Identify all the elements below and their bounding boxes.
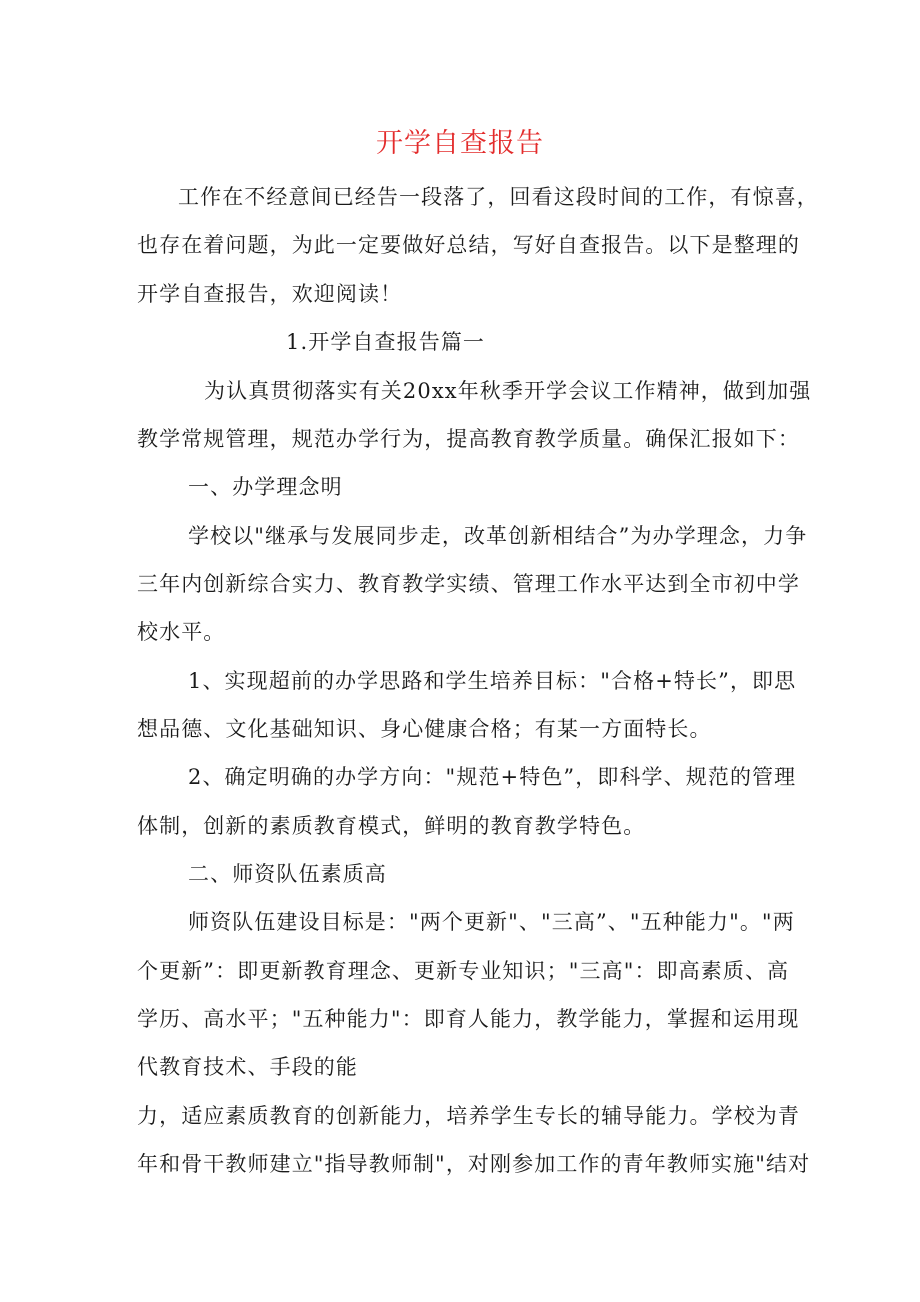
- paragraph-line: 师资队伍建设目标是："两个更新"、"三高”、"五种能力"。"两: [188, 910, 795, 934]
- paragraph-line: 体制，创新的素质教育模式，鲜明的教育教学特色。: [137, 814, 646, 838]
- paragraph-line: 学历、高水平；"五种能力"：即育人能力，教学能力，掌握和运用现: [137, 1007, 800, 1031]
- section-heading: 二、师资队伍素质高: [188, 862, 387, 886]
- paragraph-line: 代教育技术、手段的能: [137, 1055, 358, 1079]
- list-item: 1、实现超前的办学思路和学生培养目标："合格+特长”，即思: [188, 669, 797, 693]
- paragraph-line: 个更新”：即更新教育理念、更新专业知识；"三高"：即高素质、高: [137, 959, 790, 983]
- paragraph-line: 教学常规管理，规范办学行为，提高教育教学质量。确保汇报如下：: [137, 427, 800, 451]
- paragraph-line: 为认真贯彻落实有关20xx年秋季开学会议工作精神，做到加强: [204, 379, 812, 403]
- paragraph-line: 想品德、文化基础知识、身心健康合格；有某一方面特长。: [137, 717, 712, 741]
- paragraph-line: 也存在着问题，为此一定要做好总结，写好自查报告。以下是整理的: [137, 233, 800, 257]
- paragraph-line: 三年内创新综合实力、教育教学实绩、管理工作水平达到全市初中学: [137, 572, 800, 596]
- paragraph-line: 力，适应素质教育的创新能力，培养学生专长的辅导能力。学校为青: [137, 1104, 800, 1128]
- paragraph-line: 工作在不经意间已经告一段落了，回看这段时间的工作，有惊喜，: [178, 185, 819, 209]
- paragraph-line: 开学自查报告，欢迎阅读！: [137, 282, 403, 306]
- paragraph-line: 学校以"继承与发展同步走，改革创新相结合”为办学理念，力争: [188, 524, 808, 548]
- list-item: 2、确定明确的办学方向："规范+特色”，即科学、规范的管理: [188, 765, 797, 789]
- section-heading: 一、办学理念明: [188, 475, 343, 499]
- document-title: 开学自查报告: [376, 128, 544, 159]
- paragraph-line: 校水平。: [137, 620, 226, 644]
- section-heading: 1.开学自查报告篇一: [286, 330, 486, 354]
- paragraph-line: 年和骨干教师建立"指导教师制"，对刚参加工作的青年教师实施"结对: [137, 1152, 811, 1176]
